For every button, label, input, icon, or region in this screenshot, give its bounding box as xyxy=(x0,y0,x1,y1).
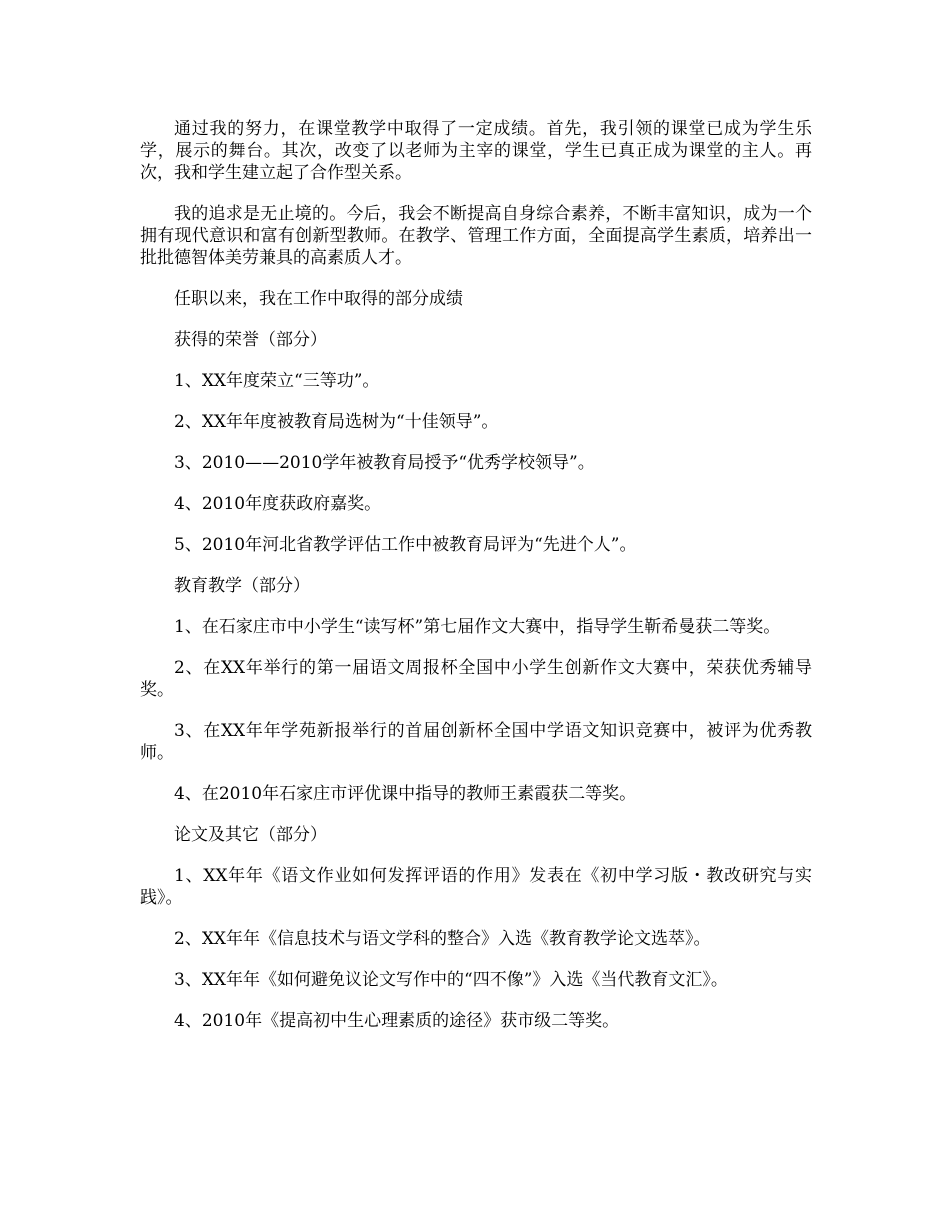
section-heading-teaching: 教育教学（部分） xyxy=(174,576,310,596)
honor-item: 4、2010年度获政府嘉奖。 xyxy=(174,494,382,514)
honor-item: 1、XX年度荣立“三等功”。 xyxy=(174,371,380,391)
paper-item: 4、2010年《提高初中生心理素质的途径》获市级二等奖。 xyxy=(174,1011,620,1031)
teaching-item: 4、在2010年石家庄市评优课中指导的教师王素霞获二等奖。 xyxy=(174,784,637,804)
honor-item: 5、2010年河北省教学评估工作中被教育局评为“先进个人”。 xyxy=(174,535,637,555)
teaching-item: 1、在石家庄市中小学生“读写杯”第七届作文大赛中，指导学生靳希曼获二等奖。 xyxy=(174,617,781,637)
section-heading-papers: 论文及其它（部分） xyxy=(174,825,327,845)
body-paragraph: 我的追求是无止境的。今后，我会不断提高自身综合素养，不断丰富知识，成为一个拥有现代意识和富有创新型教师。在教学、管理工作方面，全面提高学生素质，培养出一批批德智体美劳兼具的高素质人才。 xyxy=(140,204,812,268)
paper-item: 3、XX年年《如何避免议论文写作中的“四不像”》入选《当代教育文汇》。 xyxy=(174,970,728,990)
paper-item: 2、XX年年《信息技术与语文学科的整合》入选《教育教学论文选萃》。 xyxy=(174,929,711,949)
honor-item: 3、2010——2010学年被教育局授予“优秀学校领导”。 xyxy=(174,453,595,473)
teaching-item: 2、在XX年举行的第一届语文周报杯全国中小学生创新作文大赛中，荣获优秀辅导奖。 xyxy=(140,658,812,700)
body-paragraph: 通过我的努力，在课堂教学中取得了一定成绩。首先，我引领的课堂已成为学生乐学，展示的舞台。其次，改变了以老师为主宰的课堂，学生已真正成为课堂的主人。再次，我和学生建立起了合作型关系。 xyxy=(140,119,812,183)
section-heading-honors: 获得的荣誉（部分） xyxy=(174,330,327,350)
section-intro: 任职以来，我在工作中取得的部分成绩 xyxy=(174,289,463,309)
teaching-item: 3、在XX年年学苑新报举行的首届创新杯全国中学语文知识竞赛中，被评为优秀教师。 xyxy=(140,721,812,763)
honor-item: 2、XX年年度被教育局选树为“十佳领导”。 xyxy=(174,412,499,432)
document-body xyxy=(140,118,812,1051)
paper-item: 1、XX年年《语文作业如何发挥评语的作用》发表在《初中学习版・教改研究与实践》。 xyxy=(140,866,812,908)
